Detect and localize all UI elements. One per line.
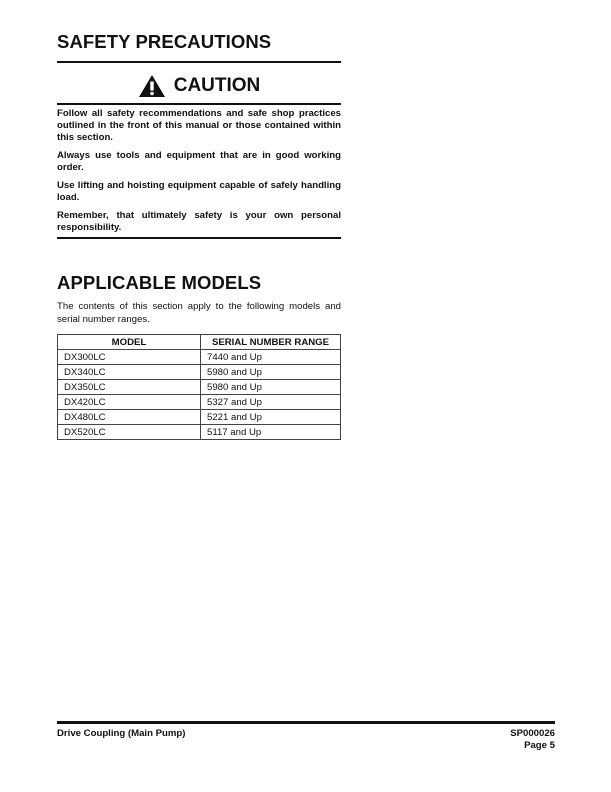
- document-id: SP000026: [510, 728, 555, 739]
- models-table: [57, 334, 341, 440]
- caution-banner: [57, 72, 341, 100]
- safety-paragraph: Always use tools and equipment that are in good working order.: [57, 150, 341, 173]
- model-cell: DX340LC: [58, 365, 201, 380]
- divider: [57, 61, 341, 63]
- serial-cell: 5980 and Up: [201, 380, 341, 395]
- table-header-row: [58, 335, 341, 350]
- serial-cell: 7440 and Up: [201, 350, 341, 365]
- divider: [57, 103, 341, 105]
- serial-cell: 5221 and Up: [201, 410, 341, 425]
- table-row: [58, 395, 341, 410]
- applicable-models-heading: APPLICABLE MODELS: [57, 272, 262, 293]
- serial-cell: 5980 and Up: [201, 365, 341, 380]
- table-row: [58, 365, 341, 380]
- serial-cell: 5117 and Up: [201, 425, 341, 440]
- model-cell: DX520LC: [58, 425, 201, 440]
- model-cell: DX350LC: [58, 380, 201, 395]
- table-row: [58, 410, 341, 425]
- serial-cell: 5327 and Up: [201, 395, 341, 410]
- safety-paragraph: Follow all safety recommendations and safe shop practices outlined in the front of this manual or those contained within this section.: [57, 108, 341, 143]
- table-row: [58, 380, 341, 395]
- table-row: [58, 425, 341, 440]
- warning-triangle-icon: [138, 74, 166, 98]
- footer-section-title: Drive Coupling (Main Pump): [57, 728, 186, 739]
- divider: [57, 237, 341, 239]
- model-cell: DX420LC: [58, 395, 201, 410]
- model-cell: DX480LC: [58, 410, 201, 425]
- column-header-model: MODEL: [58, 335, 201, 350]
- safety-precautions-heading: SAFETY PRECAUTIONS: [57, 31, 272, 52]
- page-number: Page 5: [524, 740, 555, 751]
- column-header-serial: SERIAL NUMBER RANGE: [201, 335, 341, 350]
- footer-rule: [57, 721, 555, 724]
- safety-paragraphs: [57, 108, 341, 240]
- safety-paragraph: Remember, that ultimately safety is your own personal responsibility.: [57, 210, 341, 233]
- models-intro: The contents of this section apply to the following models and serial number ranges.: [57, 301, 341, 325]
- table-row: [58, 350, 341, 365]
- footer-right: [510, 728, 555, 752]
- safety-paragraph: Use lifting and hoisting equipment capable of safely handling load.: [57, 180, 341, 203]
- model-cell: DX300LC: [58, 350, 201, 365]
- caution-label: CAUTION: [173, 75, 261, 96]
